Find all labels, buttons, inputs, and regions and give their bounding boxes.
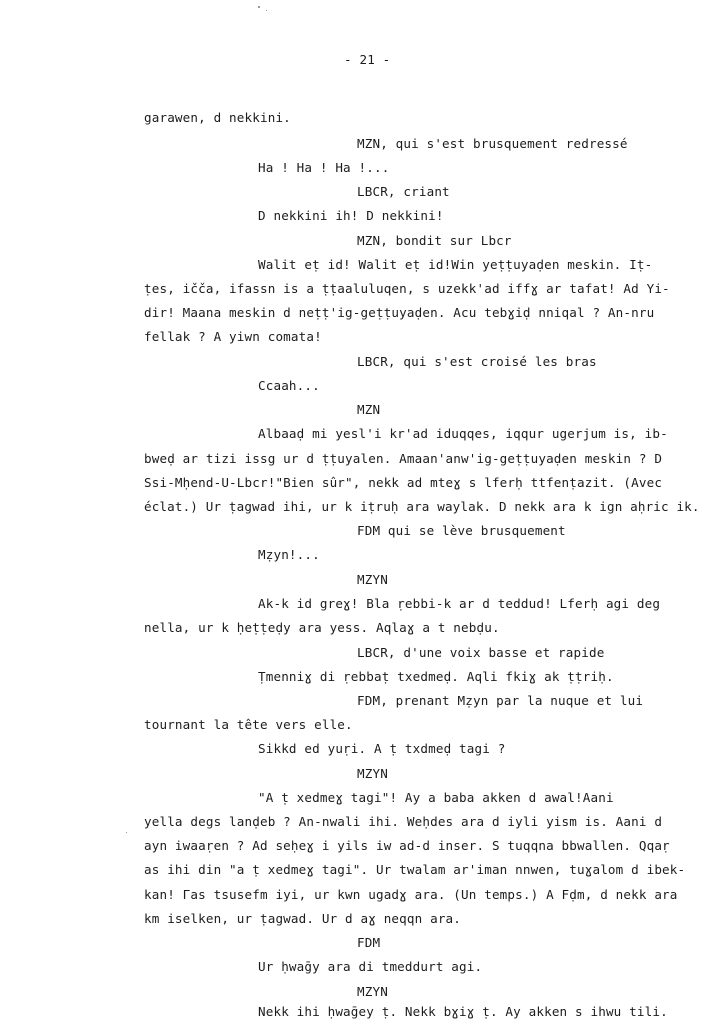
stage-direction: FDM, prenant Mẓyn par la nuque et lui (357, 693, 644, 708)
dialogue-line: Albaaḍ mi yesl'i kr'ad iduqqes, iqqur ugerjum is, ib- (258, 426, 668, 441)
text-line: garawen, d nekkini. (144, 110, 291, 125)
ink-speck (266, 10, 267, 11)
stage-direction: MZN, qui s'est brusquement redressé (357, 136, 628, 151)
stage-direction: FDM qui se lève brusquement (357, 523, 566, 538)
speaker-name: FDM (357, 935, 381, 950)
text-line: km iselken, ur ṭagwad. Ur d aɣ neqqn ara. (144, 911, 462, 926)
dialogue-line: Ur ḥwaḡy ara di tmeddurt agi. (258, 959, 483, 974)
text-line: nella, ur k ḥeṭṭeḍy ara yess. Aqlaɣ a t nebḍu. (144, 620, 500, 635)
dialogue-line: Ṭmenniɣ di ṛebbaṭ txedmeḍ. Aqli fkiɣ ak ṭṭriḥ. (258, 669, 614, 684)
dialogue-line: Ccaah... (258, 378, 320, 393)
stage-direction: tournant la tête vers elle. (144, 717, 353, 732)
dialogue-line: Nekk ihi ḥwaḡey ṭ. Nekk bɣiɣ ṭ. Ay akken s ihwu tili. (258, 1004, 668, 1019)
dialogue-line: "A ṭ xedmeɣ tagi"! Ay a baba akken d awal!Aani (258, 790, 614, 805)
ink-speck (258, 6, 260, 8)
dialogue-line: Mẓyn!... (258, 547, 320, 562)
dialogue-line: Ha ! Ha ! Ha !... (258, 160, 390, 175)
dialogue-line: Ak-k id greɣ! Bla ṛebbi-k ar d teddud! Lferḥ agi deg (258, 596, 661, 611)
text-line: bweḍ ar tizi issg ur d ṭṭuyalen. Amaan'anw'ig-geṭṭuyaḍen meskin ? D (144, 451, 663, 466)
stage-direction: LBCR, qui s'est croisé les bras (357, 354, 597, 369)
speaker-name: MZN (357, 402, 381, 417)
speaker-name: MZYN (357, 766, 388, 781)
text-line: ayn iwaaṛen ? Ad seḥeɣ i yils iw ad-d inser. S tuqqna bbwallen. Qqaṛ (144, 838, 670, 853)
stage-direction: LBCR, criant (357, 184, 450, 199)
text-line: éclat.) Ur ṭagwad ihi, ur k iṭruḥ ara waylak. D nekk ara k ign aḥric ik. (144, 499, 700, 514)
text-line: as ihi din "a ṭ xedmeɣ tagi". Ur twalam ar'iman nnwen, tuɣalom d ibek- (144, 862, 686, 877)
dialogue-line: Sikkd ed yuṛi. A ṭ txdmeḍ tagi ? (258, 741, 506, 756)
text-line: Ssi-Mḥend-U-Lbcr!"Bien sûr", nekk ad mteɣ s lferḥ ttfenṭazit. (Avec (144, 475, 663, 490)
stage-direction: LBCR, d'une voix basse et rapide (357, 645, 605, 660)
ink-speck (126, 832, 127, 833)
stage-direction: MZN, bondit sur Lbcr (357, 233, 512, 248)
page-number: - 21 - (344, 52, 391, 67)
text-line: yella degs lanḍeb ? An-nwali ihi. Weḥdes ara d iyli yism is. Aani d (144, 814, 663, 829)
text-line: dir! Maana meskin d neṭṭ'ig-geṭṭuyaḍen. Acu tebɣiḍ nniqal ? An-nru (144, 305, 655, 320)
text-line: fellak ? A yiwn comata! (144, 329, 322, 344)
speaker-name: MZYN (357, 984, 388, 999)
text-line: kan! Γas tsusefm iyi, ur kwn ugadɣ ara. (Un temps.) A Fḍm, d nekk ara (144, 887, 678, 902)
speaker-name: MZYN (357, 572, 388, 587)
dialogue-line: Walit eṭ id! Walit eṭ id!Win yeṭṭuyaḍen meskin. Iṭ- (258, 257, 653, 272)
dialogue-line: D nekkini ih! D nekkini! (258, 208, 444, 223)
text-line: ṭes, ičča, ifassn is a ṭṭaaluluqen, s uzekk'ad iffɣ ar tafat! Ad Yi- (144, 281, 670, 296)
